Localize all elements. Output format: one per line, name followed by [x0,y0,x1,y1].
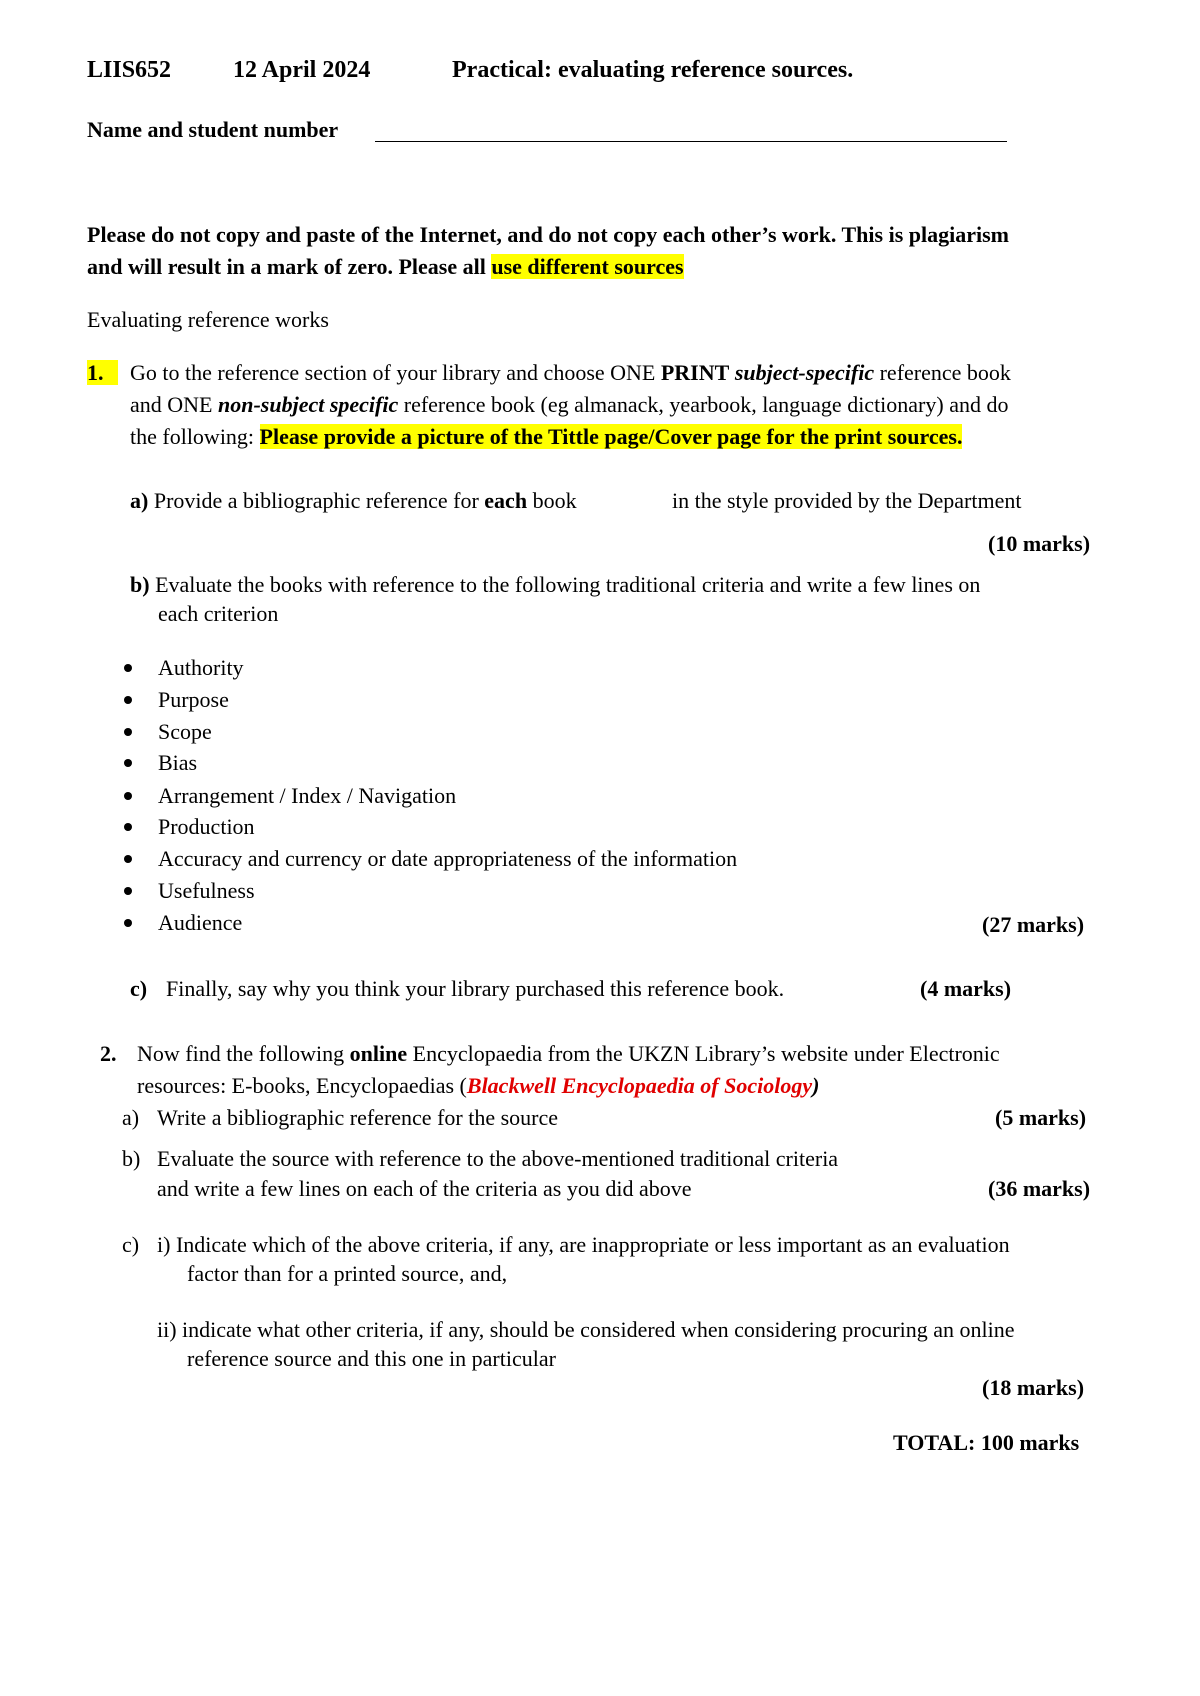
q2b-line2: and write a few lines on each of the criteria as you did above [157,1176,692,1201]
q2b-label: b) [122,1146,141,1171]
q2-text: Now find the following [137,1041,350,1066]
bullet-icon [124,919,132,927]
q1-text-end: reference book (eg almanack, yearbook, language dictionary) and do [398,392,1009,417]
q1b-text: Evaluate the books with reference to the following traditional criteria and write a few lines on [149,572,981,597]
q1-non-subject-specific: non-subject specific [217,392,399,417]
intro-text: Evaluating reference works [87,307,329,332]
q2a-marks: (5 marks) [995,1105,1087,1130]
total-marks: TOTAL: 100 marks [893,1430,1080,1455]
document-date: 12 April 2024 [233,57,371,83]
warning-highlight: use different sources [491,254,684,279]
q2c-i-line2: factor than for a printed source, and, [187,1261,508,1286]
q1-subject-specific: subject-specific [729,360,875,385]
q2-text-end: Encyclopaedia from the UKZN Library’s website under Electronic [407,1041,1000,1066]
q2c-ii-line2: reference source and this one in particular [187,1346,556,1371]
q1-cover-highlight: Please provide a picture of the Tittle page/Cover page for the print sources. [259,424,963,449]
plagiarism-warning-line2 [87,253,684,281]
q2c-i-line1: i) Indicate which of the above criteria, if any, are inappropriate or less important as an evaluation [157,1232,1010,1257]
q1-line3 [130,423,962,451]
bullet-icon [124,728,132,736]
criterion-item: Usefulness [158,878,255,903]
q2b-marks: (36 marks) [988,1176,1091,1201]
q1-text: Go to the reference section of your library and choose ONE [130,360,661,385]
q2b-line1: Evaluate the source with reference to the above-mentioned traditional criteria [157,1146,839,1171]
q1-line1 [130,359,1011,387]
q1-text: the following: [130,424,260,449]
q1-text: and ONE [130,392,218,417]
bullet-icon [124,823,132,831]
q1a-label: a) [130,488,149,513]
q2c-label: c) [122,1232,140,1257]
bullet-icon [124,696,132,704]
q1-number [87,359,118,387]
bullet-icon [124,887,132,895]
q2-text: resources: E-books, Encyclopaedias ( [137,1073,467,1098]
q1a-style-text: in the style provided by the Department [672,488,1022,513]
criterion-item: Audience [158,910,243,935]
course-code: LIIS652 [87,57,172,83]
document-title: Practical: evaluating reference sources. [452,57,854,83]
q2a-text: Write a bibliographic reference for the source [157,1105,559,1130]
criterion-item: Accuracy and currency or date appropriateness of the information [158,846,738,871]
q1b-marks: (27 marks) [982,912,1085,937]
q1-number-text: 1. [87,360,118,385]
q2c-marks: (18 marks) [982,1375,1085,1400]
bullet-icon [124,759,132,767]
plagiarism-warning-line1: Please do not copy and paste of the Internet, and do not copy each other’s work. This is plagiarism [87,222,1009,247]
q1c-label: c) [130,976,148,1001]
q1a-line [130,487,577,515]
name-label [87,116,338,144]
q1a-text2: book [527,488,577,513]
criterion-item: Purpose [158,687,229,712]
q2-encyclopaedia-name: Blackwell Encyclopaedia of Sociology [466,1073,813,1098]
bullet-icon [124,664,132,672]
criterion-item: Authority [158,655,244,680]
q1-print-bold: PRINT [660,360,730,385]
warning-text: and will result in a mark of zero. Please all [87,254,492,279]
q1b-line1 [130,571,980,599]
criterion-item: Scope [158,719,212,744]
q2-online-bold: online [349,1041,408,1066]
q2-close-paren: ) [812,1073,820,1098]
q1b-line2: each criterion [158,601,279,626]
q2-number: 2. [100,1041,117,1066]
q2-line2 [137,1072,819,1100]
q2c-ii-line1: ii) indicate what other criteria, if any, should be considered when considering procuring an online [157,1317,1015,1342]
q1-text-end: reference book [874,360,1011,385]
bullet-icon [124,855,132,863]
criterion-item: Bias [158,750,198,775]
criterion-item: Production [158,814,255,839]
criterion-item: Arrangement / Index / Navigation [158,783,457,808]
q1a-text: Provide a bibliographic reference for [148,488,485,513]
q1a-each-bold: each [484,488,528,513]
name-label-text: Name and student number [87,117,339,142]
q1b-label: b) [130,572,150,597]
q1-line2 [130,391,1008,419]
bullet-icon [124,792,132,800]
q2a-label: a) [122,1105,140,1130]
q2-line1 [137,1040,1000,1068]
q1c-marks: (4 marks) [920,976,1012,1001]
name-fill-line [375,141,1007,142]
q1c-text: Finally, say why you think your library purchased this reference book. [166,976,785,1001]
q1a-marks: (10 marks) [988,531,1091,556]
